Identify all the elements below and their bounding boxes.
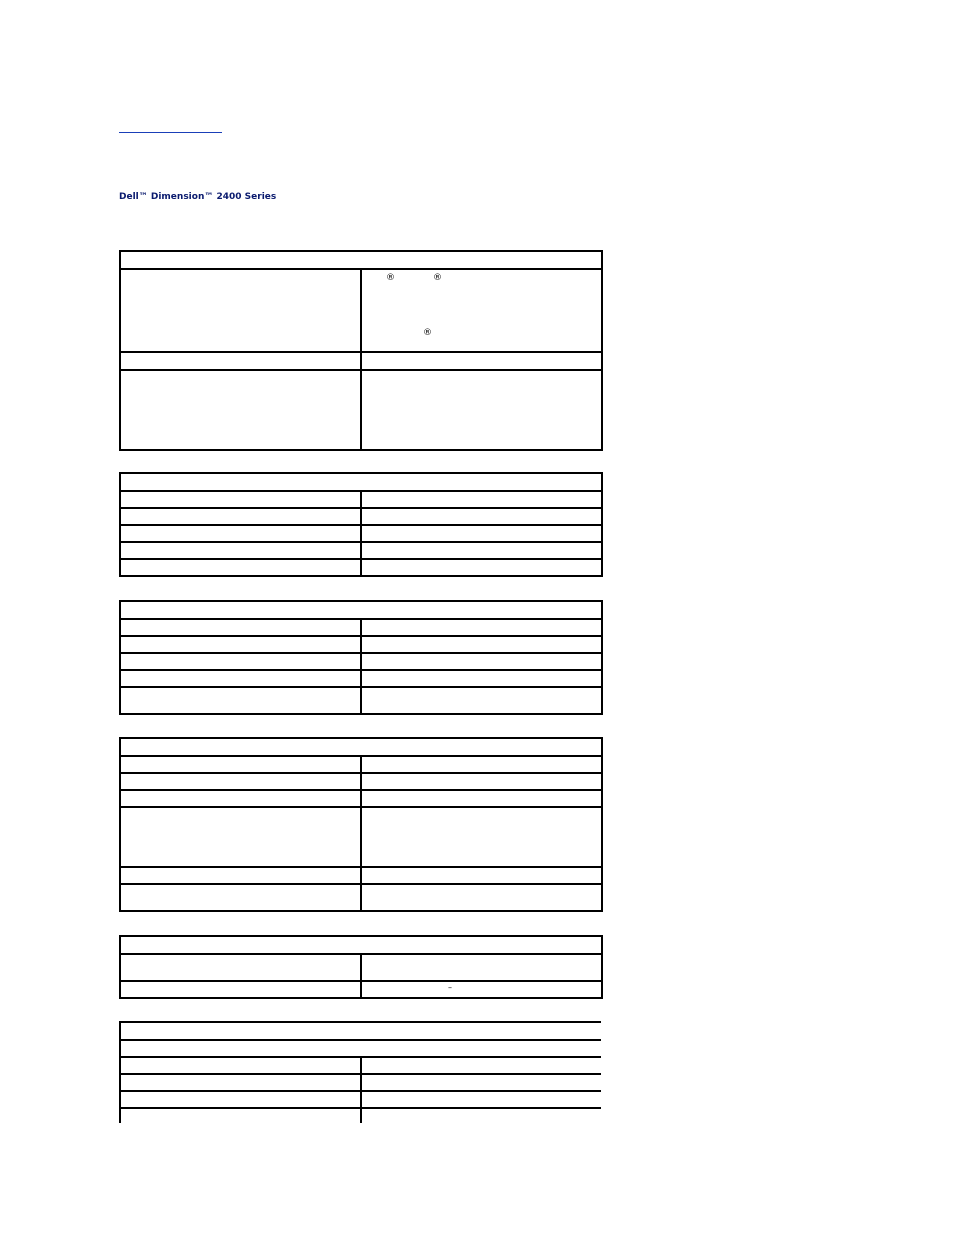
spec-value xyxy=(361,1108,601,1123)
spec-value xyxy=(361,1074,601,1091)
spec-value xyxy=(361,269,602,352)
spec-label xyxy=(120,352,361,370)
spec-value xyxy=(361,525,602,542)
spec-value xyxy=(361,508,602,525)
spec-value xyxy=(361,653,602,670)
spec-value xyxy=(361,1091,601,1108)
spec-label xyxy=(120,636,361,653)
drives-table-clip xyxy=(119,1021,601,1123)
spec-label xyxy=(120,1091,361,1108)
section-header xyxy=(120,738,602,756)
spec-value xyxy=(361,670,602,687)
spec-label xyxy=(120,790,361,807)
expansion-bus-spec-table xyxy=(119,935,603,999)
spec-label xyxy=(120,269,361,352)
spec-value xyxy=(361,559,602,576)
registered-mark: ® xyxy=(386,273,395,283)
spec-value xyxy=(361,687,602,714)
spec-label xyxy=(120,773,361,790)
section-header xyxy=(120,601,602,619)
section-header xyxy=(120,473,602,491)
section-header xyxy=(120,936,602,954)
spec-value xyxy=(361,1057,601,1074)
section-header xyxy=(120,1022,601,1040)
spec-label xyxy=(120,653,361,670)
spec-value xyxy=(361,954,602,981)
spec-label xyxy=(120,491,361,508)
spec-value xyxy=(361,491,602,508)
spec-value xyxy=(361,807,602,867)
spec-label xyxy=(120,756,361,773)
video-audio-spec-table xyxy=(119,737,603,912)
spec-label xyxy=(120,670,361,687)
spec-label xyxy=(120,1108,361,1123)
dash-mark: – xyxy=(448,983,452,992)
spec-value xyxy=(361,867,602,884)
spec-label xyxy=(120,687,361,714)
spec-label xyxy=(120,370,361,450)
spec-value xyxy=(361,981,602,998)
computer-info-spec-table xyxy=(119,600,603,715)
spec-label xyxy=(120,807,361,867)
section-header xyxy=(120,251,602,269)
page-title: Dell™ Dimension™ 2400 Series xyxy=(119,192,277,202)
spec-label xyxy=(120,559,361,576)
registered-mark: ® xyxy=(433,273,442,283)
spec-value xyxy=(361,370,602,450)
spec-label xyxy=(120,1057,361,1074)
back-to-contents-link[interactable] xyxy=(119,122,222,133)
spec-label xyxy=(120,954,361,981)
spec-label xyxy=(120,525,361,542)
spec-label xyxy=(120,884,361,911)
spec-value xyxy=(361,756,602,773)
spec-value xyxy=(361,884,602,911)
spec-value xyxy=(361,636,602,653)
memory-spec-table xyxy=(119,472,603,577)
spec-value xyxy=(361,352,602,370)
spec-label xyxy=(120,981,361,998)
spec-value xyxy=(361,619,602,636)
drives-spec-table xyxy=(119,1021,601,1123)
spec-value xyxy=(361,542,602,559)
spec-label xyxy=(120,542,361,559)
spec-label xyxy=(120,508,361,525)
section-subheader xyxy=(120,1040,601,1057)
processor-spec-table xyxy=(119,250,603,451)
spec-label xyxy=(120,619,361,636)
registered-mark: ® xyxy=(423,328,432,338)
spec-label xyxy=(120,1074,361,1091)
spec-value xyxy=(361,790,602,807)
spec-label xyxy=(120,867,361,884)
spec-value xyxy=(361,773,602,790)
